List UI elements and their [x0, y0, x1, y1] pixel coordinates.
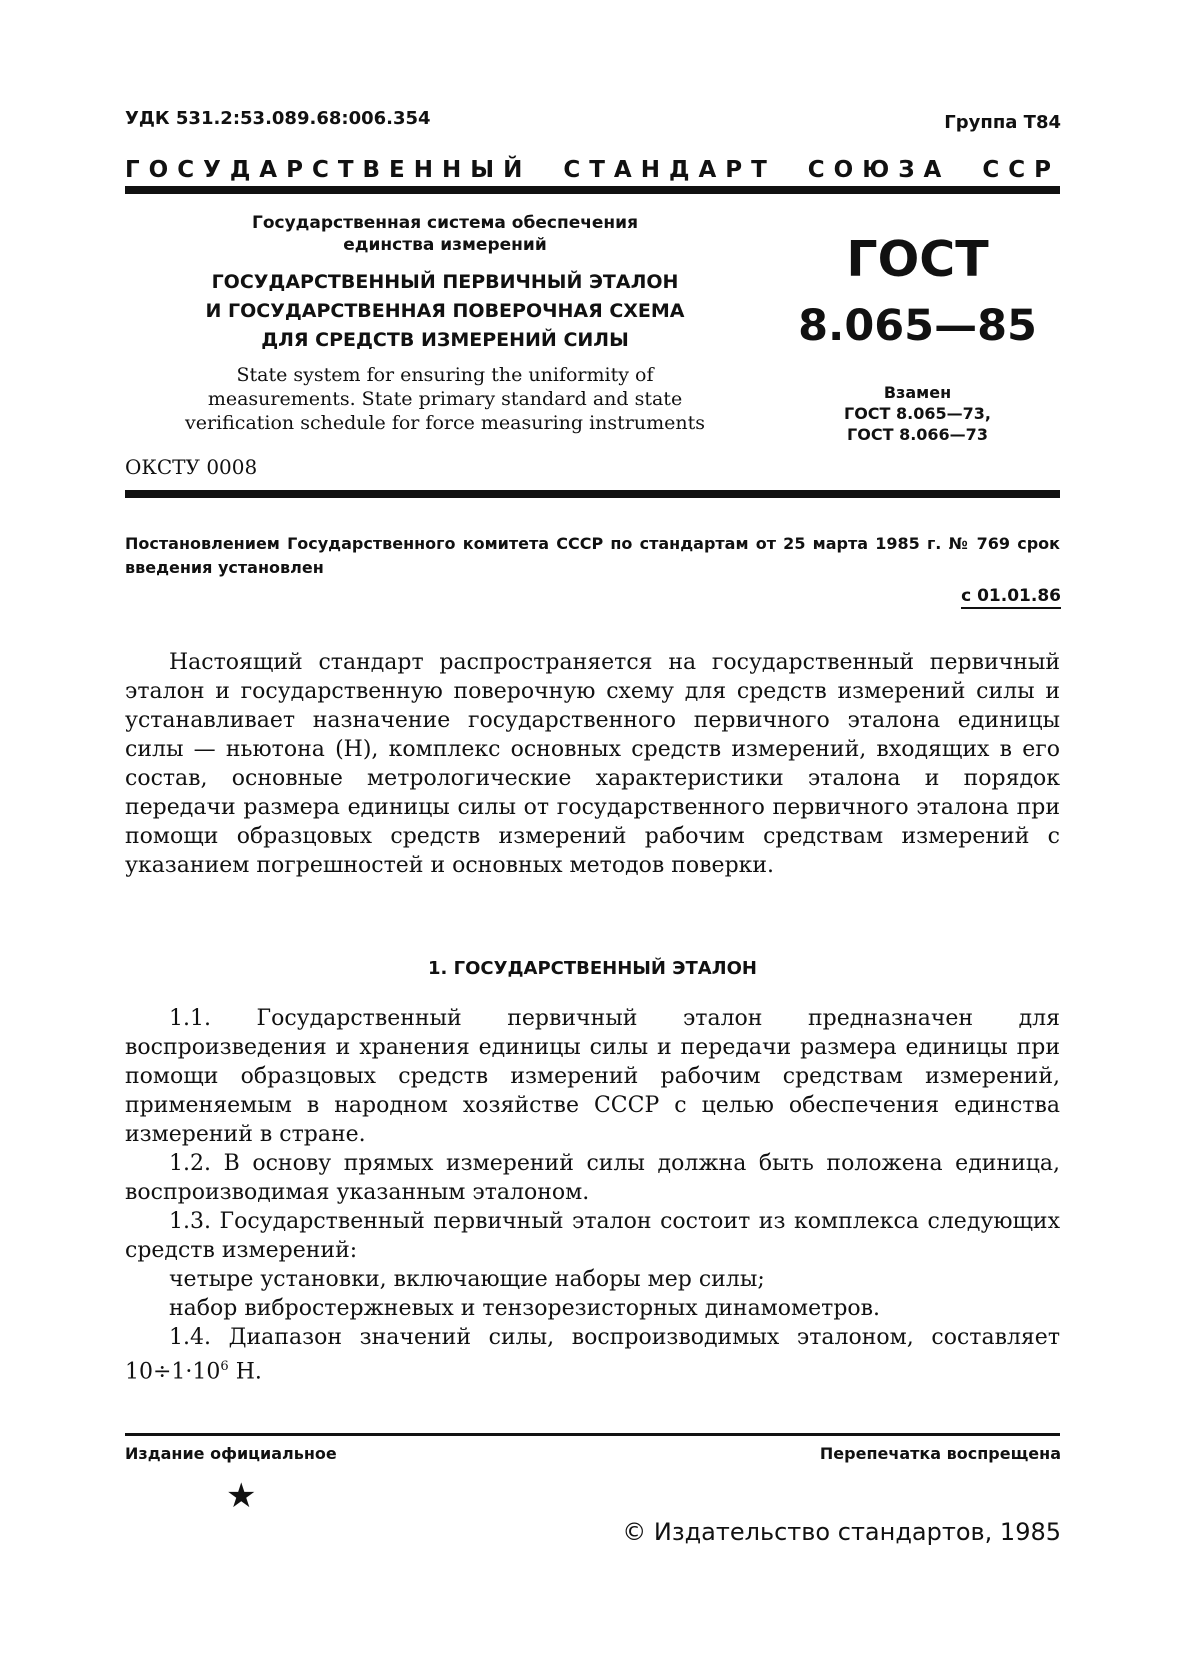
banner-word-1: ГОСУДАРСТВЕННЫЙ: [125, 157, 532, 183]
range-exponent: 6: [220, 1359, 229, 1374]
intro-section: [125, 648, 1060, 880]
effective-date: с 01.01.86: [961, 586, 1061, 609]
english-line3: verification schedule for force measuring instruments: [185, 412, 705, 434]
paragraph-1-4: [125, 1323, 1060, 1386]
edition-label: Издание официальное: [125, 1444, 337, 1463]
paragraph-1-2: 1.2. В основу прямых измерений силы должна быть положена единица, воспроизводимая указанным эталоном.: [125, 1151, 1060, 1205]
paragraph-1-1: 1.1. Государственный первичный эталон предназначен для воспроизведения и хранения единицы силы и передачи размера единицы при помощи образцовых средств измерений рабочим средствам измерений, применяемым в народном хозяйстве СССР с целью обеспечения единства измерений в стране.: [125, 1006, 1060, 1147]
okstu-code: ОКСТУ 0008: [125, 455, 258, 479]
system-name-line2: единства измерений: [343, 235, 547, 255]
group-code: Группа Т84: [944, 112, 1061, 133]
replaces-standard-2: ГОСТ 8.066—73: [847, 425, 988, 444]
title-line3: ДЛЯ СРЕДСТВ ИЗМЕРЕНИЙ СИЛЫ: [261, 329, 629, 351]
intro-paragraph: Настоящий стандарт распространяется на государственный первичный эталон и государственную поверочную схему для средств измерений силы и устанавливает назначение государственного первичного эталона единицы силы — ньютона (Н), комплекс основных средств измерений, входящих в его состав, основные метрологические характеристики эталона и порядок передачи размера единицы силы от государственного первичного эталона при помощи образцовых средств измерений рабочим средствам измерений с указанием погрешностей и основных методов поверки.: [125, 650, 1060, 878]
replaces-standard-1: ГОСТ 8.065—73,: [844, 404, 991, 423]
copyright-notice: © Издательство стандартов, 1985: [622, 1518, 1061, 1546]
title-line2: И ГОСУДАРСТВЕННАЯ ПОВЕРОЧНАЯ СХЕМА: [205, 300, 685, 322]
list-item-dynamometers: набор вибростержневых и тензорезисторных динамометров.: [169, 1296, 881, 1321]
title-block: [125, 212, 765, 435]
banner-word-2: СТАНДАРТ: [563, 157, 776, 183]
english-title: [125, 363, 765, 435]
udk-code: УДК 531.2:53.089.68:006.354: [125, 108, 431, 129]
reprint-notice: Перепечатка воспрещена: [819, 1444, 1061, 1463]
title-rule: [125, 490, 1060, 498]
banner-word-3: СОЮЗА: [807, 157, 951, 183]
gost-label: ГОСТ: [846, 231, 989, 288]
gost-number: 8.065—85: [798, 301, 1037, 351]
english-line2: measurements. State primary standard and state: [207, 388, 683, 410]
document-title: [125, 268, 765, 355]
system-name-line1: Государственная система обеспечения: [252, 213, 638, 233]
list-item-installations: четыре установки, включающие наборы мер силы;: [169, 1267, 765, 1292]
title-line1: ГОСУДАРСТВЕННЫЙ ПЕРВИЧНЫЙ ЭТАЛОН: [211, 271, 679, 293]
banner-word-4: ССР: [982, 157, 1060, 183]
star-icon: ★: [226, 1476, 257, 1516]
footer-rule: [125, 1433, 1060, 1436]
range-unit: Н.: [228, 1359, 262, 1385]
replaces-block: [790, 382, 1045, 445]
section1-body: [125, 1004, 1060, 1386]
standard-banner: [125, 157, 1060, 183]
header-rule: [125, 186, 1060, 194]
system-name: [125, 212, 765, 256]
range-text: 1.4. Диапазон значений силы, воспроизводимых эталоном, составляет 10÷1·10: [125, 1325, 1060, 1385]
english-line1: State system for ensuring the uniformity of: [236, 364, 654, 386]
section-heading: 1. ГОСУДАРСТВЕННЫЙ ЭТАЛОН: [428, 958, 757, 979]
replaces-label: Взамен: [883, 383, 952, 402]
paragraph-1-3: 1.3. Государственный первичный эталон состоит из комплекса следующих средств измерений:: [125, 1209, 1060, 1263]
decree-text: Постановлением Государственного комитета СССР по стандартам от 25 марта 1985 г. № 769 срок введения установлен: [125, 534, 1060, 577]
